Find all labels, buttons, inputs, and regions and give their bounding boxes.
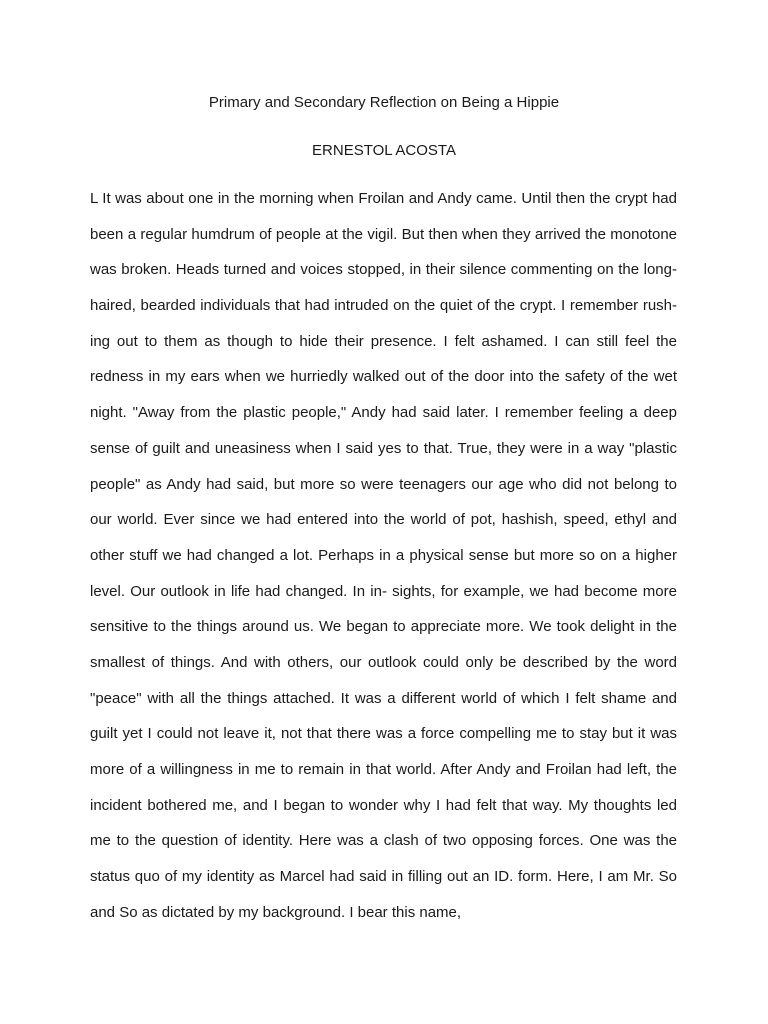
body-line: sense of guilt and uneasiness when I said yes to that. True, they were in a way "plastic (90, 439, 677, 457)
body-line: sensitive to the things around us. We began to appreciate more. We took delight in the (90, 618, 677, 636)
body-line: night. "Away from the plastic people," Andy had said later. I remember feeling a deep (90, 404, 677, 422)
body-line: L It was about one in the morning when Froilan and Andy came. Until then the crypt had (90, 190, 677, 207)
body-line: me to the question of identity. Here was a clash of two opposing forces. One was the (90, 832, 677, 850)
body-line: redness in my ears when we hurriedly walked out of the door into the safety of the wet (90, 368, 677, 386)
body-line: "peace" with all the things attached. It was a different world of which I felt shame and (90, 689, 677, 707)
body-line: haired, bearded individuals that had intruded on the quiet of the crypt. I remember rush- (90, 297, 677, 315)
body-line: status quo of my identity as Marcel had said in filling out an ID. form. Here, I am Mr. So (90, 868, 677, 886)
document-author: ERNESTOL ACOSTA (312, 142, 456, 159)
body-line: more of a willingness in me to remain in that world. After Andy and Froilan had left, the (90, 761, 677, 778)
body-line: and So as dictated by my background. I bear this name, (90, 903, 462, 921)
body-line: our world. Ever since we had entered into the world of pot, hashish, speed, ethyl and (90, 511, 677, 529)
body-line: smallest of things. And with others, our outlook could only be described by the word (90, 653, 677, 671)
body-line: ing out to them as though to hide their presence. I felt ashamed. I can still feel the (90, 332, 677, 350)
body-paragraph (90, 188, 677, 937)
body-line: people" as Andy had said, but more so were teenagers our age who did not belong to (90, 475, 677, 493)
body-line: other stuff we had changed a lot. Perhaps in a physical sense but more so on a higher (90, 546, 677, 564)
body-line: level. Our outlook in life had changed. In in- sights, for example, we had become more (90, 582, 677, 600)
body-line: incident bothered me, and I began to wonder why I had felt that way. My thoughts led (90, 796, 677, 814)
body-line: been a regular humdrum of people at the vigil. But then when they arrived the monotone (90, 225, 677, 243)
body-line: guilt yet I could not leave it, not that there was a force compelling me to stay but it was (90, 725, 677, 743)
body-line: was broken. Heads turned and voices stopped, in their silence commenting on the long- (90, 261, 677, 279)
document-title: Primary and Secondary Reflection on Being a Hippie (208, 94, 560, 111)
